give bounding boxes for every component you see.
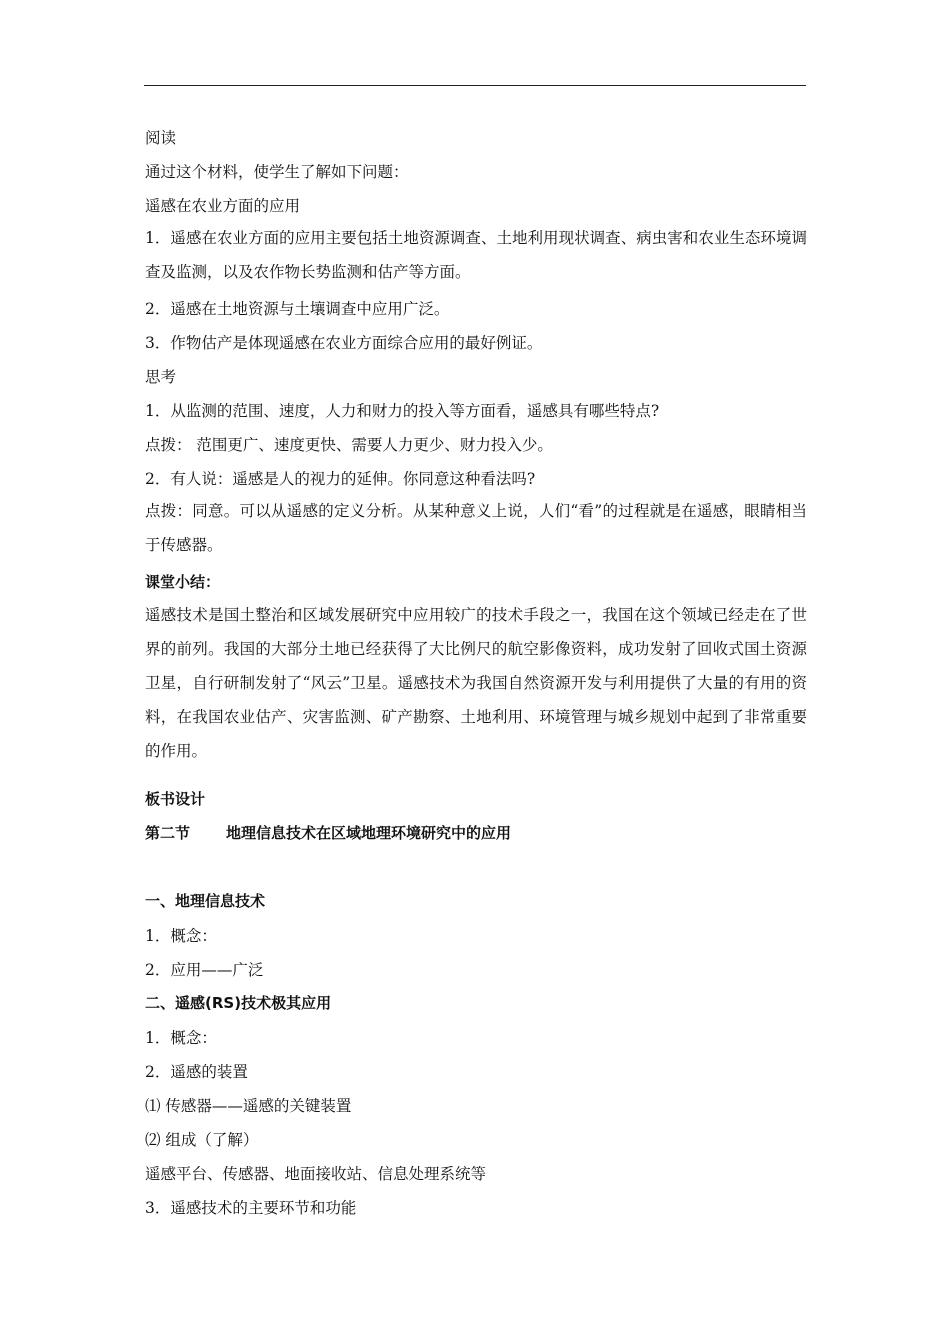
part1-item-1: 1．概念： bbox=[145, 927, 217, 945]
board-heading: 板书设计 bbox=[145, 790, 206, 808]
part2-item-2: 2．遥感的装置 bbox=[145, 1063, 248, 1081]
reading-item-1: 1．遥感在农业方面的应用主要包括土地资源调查、土地利用现状调查、病虫害和农业生态环境调查及监测，以及农作物长势监测和估产等方面。 bbox=[145, 229, 807, 281]
part1-item-2: 2．应用——广泛 bbox=[145, 961, 264, 979]
reading-subheading: 遥感在农业方面的应用 bbox=[145, 197, 301, 215]
part2-item-5: 遥感平台、传感器、地面接收站、信息处理系统等 bbox=[145, 1165, 487, 1183]
part2-heading: 二、遥感(RS)技术极其应用 bbox=[145, 994, 332, 1012]
summary-heading: 课堂小结： bbox=[145, 573, 221, 591]
reading-intro: 通过这个材料，使学生了解如下问题： bbox=[145, 163, 409, 181]
thinking-question-1: 1．从监测的范围、速度，人力和财力的投入等方面看，遥感具有哪些特点? bbox=[145, 402, 660, 420]
section-number: 第二节 bbox=[145, 824, 191, 842]
part1-heading: 一、地理信息技术 bbox=[145, 892, 266, 910]
thinking-answer-2: 点拨：同意。可以从遥感的定义分析。从某种意义上说，人们“看”的过程就是在遥感，眼睛相当于传感器。 bbox=[145, 502, 807, 554]
part2-item-3: ⑴ 传感器——遥感的关键装置 bbox=[145, 1097, 352, 1115]
part2-item-6: 3．遥感技术的主要环节和功能 bbox=[145, 1199, 357, 1217]
thinking-answer-1: 点拨： 范围更广、速度更快、需要人力更少、财力投入少。 bbox=[145, 436, 553, 454]
section-title-text: 地理信息技术在区域地理环境研究中的应用 bbox=[226, 824, 512, 842]
section-title bbox=[145, 822, 511, 843]
reading-item-2: 2．遥感在土地资源与土壤调查中应用广泛。 bbox=[145, 300, 450, 318]
summary-text: 遥感技术是国土整治和区域发展研究中应用较广的技术手段之一，我国在这个领域已经走在了世界的前列。我国的大部分土地已经获得了大比例尺的航空影像资料，成功发射了回收式国土资源卫星，自行研制发射了“风云”卫星。遥感技术为我国自然资源开发与利用提供了大量的有用的资料，在我国农业估产、灾害监测、矿产勘察、土地利用、环境管理与城乡规划中起到了非常重要的作用。 bbox=[145, 606, 807, 760]
header-rule bbox=[144, 85, 806, 86]
part2-item-1: 1．概念： bbox=[145, 1029, 217, 1047]
reading-item-3: 3．作物估产是体现遥感在农业方面综合应用的最好例证。 bbox=[145, 334, 543, 352]
thinking-heading: 思考 bbox=[145, 368, 177, 386]
reading-heading: 阅读 bbox=[145, 129, 177, 147]
part2-item-4: ⑵ 组成（了解） bbox=[145, 1131, 259, 1149]
thinking-question-2: 2．有人说：遥感是人的视力的延伸。你同意这种看法吗? bbox=[145, 470, 536, 488]
